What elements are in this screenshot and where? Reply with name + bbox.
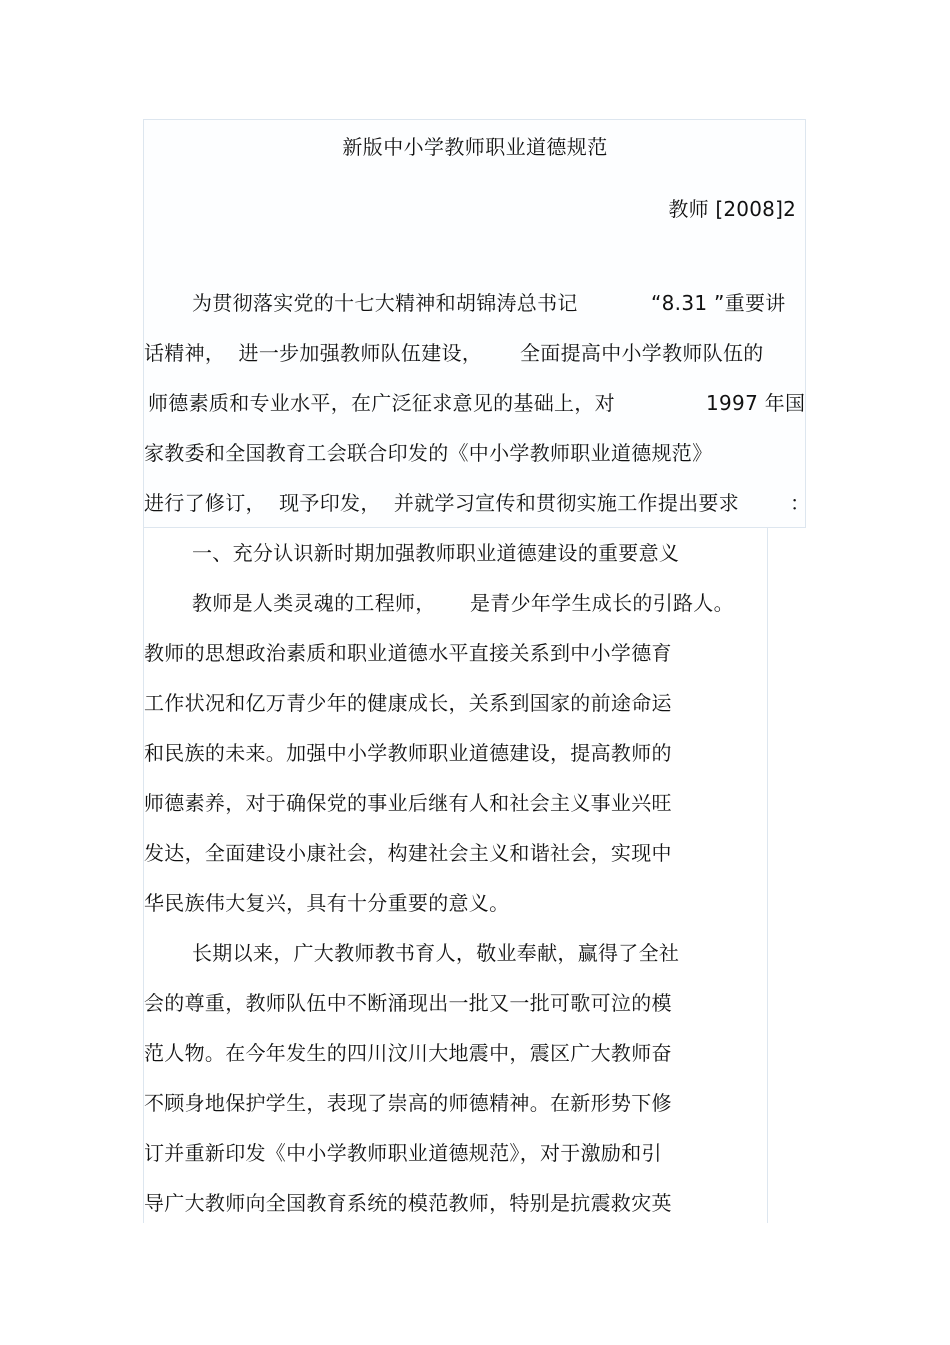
para2-line-1: 长期以来，广大教师教书育人，敬业奉献，赢得了全社 xyxy=(192,941,680,965)
para1-line-5: 师德素养，对于确保党的事业后继有人和社会主义事业兴旺 xyxy=(144,791,672,815)
section-heading-1: 一、充分认识新时期加强教师职业道德建设的重要意义 xyxy=(192,541,680,565)
para1-line-1b: 是青少年学生成长的引路人。 xyxy=(470,591,734,615)
para1-line-6: 发达，全面建设小康社会，构建社会主义和谐社会，实现中 xyxy=(144,841,672,865)
para1-line-4: 和民族的未来。加强中小学教师职业道德建设，提高教师的 xyxy=(144,741,672,765)
para2-line-6: 导广大教师向全国教育系统的模范教师，特别是抗震救灾英 xyxy=(144,1191,672,1215)
text-frame-upper xyxy=(143,119,806,527)
document-number: 教师 [2008]2 xyxy=(668,197,796,221)
intro-line-2b: 全面提高中小学教师队伍的 xyxy=(520,341,764,365)
para2-line-3: 范人物。在今年发生的四川汶川大地震中，震区广大教师奋 xyxy=(144,1041,672,1065)
intro-line-5b: ： xyxy=(790,491,811,515)
para2-line-5: 订并重新印发《中小学教师职业道德规范》，对于激励和引 xyxy=(144,1141,662,1165)
text-frame-lower xyxy=(143,527,768,1223)
intro-line-3b: 1997 年国 xyxy=(706,391,806,415)
intro-line-2a: 话精神， 进一步加强教师队伍建设， xyxy=(144,341,483,365)
para1-line-3: 工作状况和亿万青少年的健康成长，关系到国家的前途命运 xyxy=(144,691,672,715)
intro-line-4: 家教委和全国教育工会联合印发的《中小学教师职业道德规范》 xyxy=(144,441,713,465)
intro-line-1b: “8.31 ”重要讲 xyxy=(651,291,786,315)
text-frame-divider xyxy=(768,527,806,528)
intro-line-5a: 进行了修订， 现予印发， 并就学习宣传和贯彻实施工作提出要求 xyxy=(144,491,740,515)
intro-line-1a: 为贯彻落实党的十七大精神和胡锦涛总书记 xyxy=(192,291,578,315)
para2-line-2: 会的尊重，教师队伍中不断涌现出一批又一批可歌可泣的模 xyxy=(144,991,672,1015)
para1-line-7: 华民族伟大复兴，具有十分重要的意义。 xyxy=(144,891,510,915)
para1-line-1a: 教师是人类灵魂的工程师， xyxy=(192,591,436,615)
para1-line-2: 教师的思想政治素质和职业道德水平直接关系到中小学德育 xyxy=(144,641,672,665)
document-title: 新版中小学教师职业道德规范 xyxy=(342,135,608,159)
para2-line-4: 不顾身地保护学生，表现了崇高的师德精神。在新形势下修 xyxy=(144,1091,672,1115)
intro-line-3a: 师德素质和专业水平，在广泛征求意见的基础上，对 xyxy=(148,391,615,415)
